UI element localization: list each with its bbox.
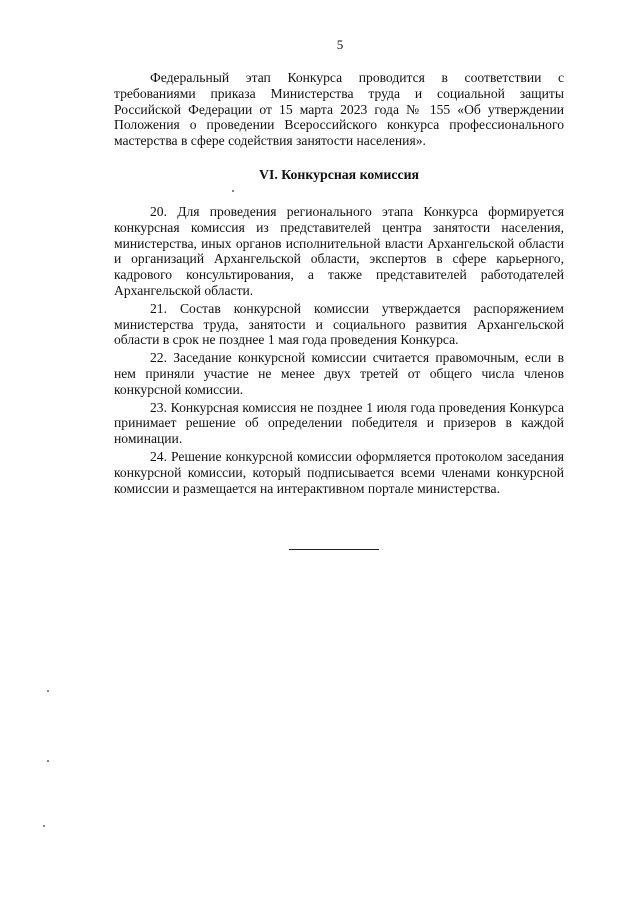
scan-speck [47,690,49,692]
paragraph-23: 23. Конкурсная комиссия не позднее 1 июля года проведения Конкурса принимает решение об определении победителя и призеров в каждой номинации. [114,399,564,447]
section-body [114,204,564,498]
end-divider [289,549,379,550]
paragraph-20: 20. Для проведения регионального этапа Конкурса формируется конкурсная комиссия из представителей центра занятости населения, министерства, иных органов исполнительной власти Архангельской области и организаций Архангельской области, экспертов в сфере карьерного, кадрового консультирования, а также представителей работодателей Архангельской области. [114,204,564,298]
section-title: VI. Конкурсная комиссия [258,167,420,182]
scan-speck [47,760,49,762]
paragraph-24: 24. Решение конкурсной комиссии оформляется протоколом заседания конкурсной комиссии, который подписывается всеми членами конкурсной комиссии и размещается на интерактивном портале министерства. [114,448,564,496]
scan-speck [43,825,45,827]
paragraph-22: 22. Заседание конкурсной комиссии считается правомочным, если в нем приняли участие не менее двух третей от общего числа членов конкурсной комиссии. [114,350,564,397]
page-number: 5 [336,37,344,52]
paragraph-21: 21. Состав конкурсной комиссии утверждается распоряжением министерства труда, занятости и социального развития Архангельской области в срок не позднее 1 мая года проведения Конкурса. [114,300,564,348]
intro-block [114,70,564,149]
intro-paragraph: Федеральный этап Конкурса проводится в соответствии с требованиями приказа Министерства труда и социальной защиты Российской Федерации от 15 марта 2023 года № 155 «Об утверждении Положения о проведении Всероссийского конкурса профессионального мастерства в сфере содействия занятости населения». [114,70,564,149]
scan-speck [232,190,234,192]
